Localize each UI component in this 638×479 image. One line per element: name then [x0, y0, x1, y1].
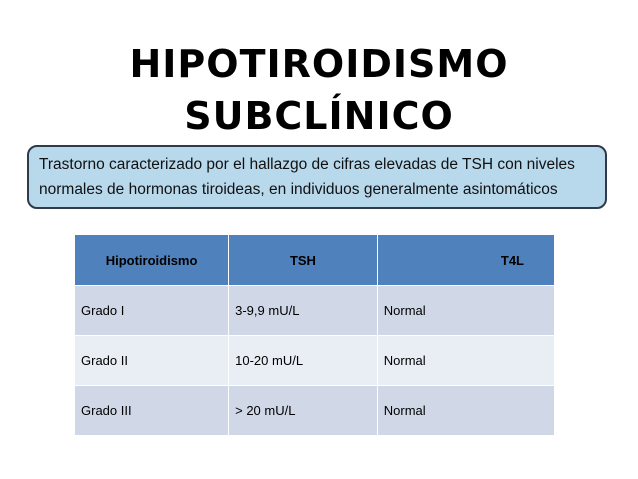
grade-cell: Grado II — [75, 336, 229, 386]
t4l-cell: Normal — [377, 386, 554, 436]
grade-cell: Grado III — [75, 386, 229, 436]
tsh-cell: 10-20 mU/L — [229, 336, 378, 386]
definition-line-1: Trastorno caracterizado por el hallazgo de cifras elevadas de TSH con niveles — [39, 156, 575, 173]
grades-table — [75, 235, 555, 435]
tsh-cell: 3-9,9 mU/L — [229, 286, 378, 336]
slide-title-line-1: HIPOTIROIDISMO — [129, 42, 509, 86]
definition-callout — [27, 145, 607, 209]
slide-title — [0, 38, 638, 142]
slide-title-line-2: SUBCLÍNICO — [184, 94, 454, 138]
table-header-row — [75, 235, 555, 286]
header-hipotiroidismo: Hipotiroidismo — [75, 235, 229, 286]
table-row — [75, 336, 555, 386]
definition-line-2: normales de hormonas tiroideas, en individuos generalmente asintomáticos — [39, 181, 558, 198]
t4l-cell: Normal — [377, 336, 554, 386]
grade-cell: Grado I — [75, 286, 229, 336]
header-t4l: T4L — [377, 235, 554, 286]
table-row — [75, 386, 555, 436]
t4l-cell: Normal — [377, 286, 554, 336]
header-tsh: TSH — [229, 235, 378, 286]
tsh-cell: > 20 mU/L — [229, 386, 378, 436]
table-row — [75, 286, 555, 336]
